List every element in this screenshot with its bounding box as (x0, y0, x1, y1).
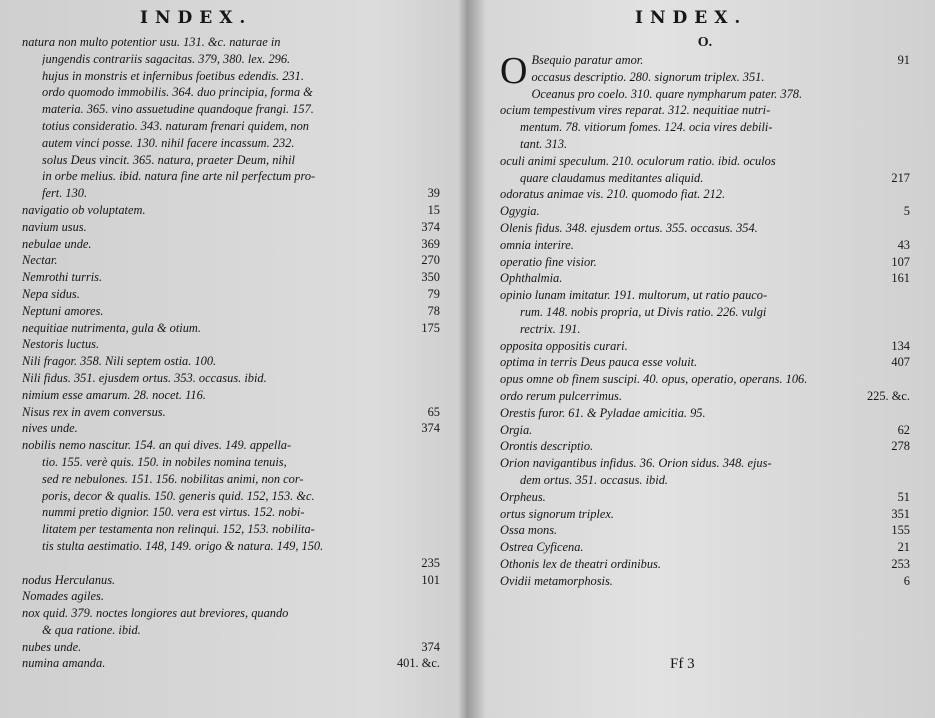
index-entry (22, 437, 440, 454)
index-entry (22, 51, 440, 68)
index-entry (22, 639, 440, 656)
entry-text: Nemrothi turris. (22, 270, 103, 285)
index-entry (22, 404, 440, 421)
index-entry (531, 69, 910, 86)
entry-page-number: 369 (421, 236, 440, 251)
entry-page-number: 62 (897, 422, 910, 437)
index-entry (22, 370, 440, 387)
right-entry-list (500, 52, 910, 590)
entry-text: & qua ratione. ibid. (42, 622, 141, 637)
entry-text: poris, decor & qualis. 150. generis quid. 152, 153. &c. (42, 488, 315, 503)
index-entry (500, 573, 910, 590)
entry-text: ordo rerum pulcerrimus. (500, 388, 622, 403)
entry-text: Orion navigantibus infidus. 36. Orion sidus. 348. ejus- (500, 456, 772, 471)
index-entry (22, 471, 440, 488)
entry-text: Nisus rex in avem conversus. (22, 404, 166, 419)
index-entry (500, 220, 910, 237)
right-page-header: INDEX. (635, 8, 748, 28)
entry-text: rum. 148. nobis propria, ut Divis ratio. 226. vulgi (520, 304, 767, 319)
entry-page-number: 351 (891, 506, 910, 521)
entry-text: nives unde. (22, 421, 78, 436)
index-entry (500, 438, 910, 455)
index-entry (22, 152, 440, 169)
index-entry (500, 338, 910, 355)
entry-text: opposita oppositis curari. (500, 338, 628, 353)
index-entry (500, 522, 910, 539)
index-entry (500, 506, 910, 523)
entry-page-number: 51 (897, 489, 910, 504)
entry-text: sed re nebulones. 151. 156. nobilitas animi, non cor- (42, 471, 304, 486)
entry-text: Ogygia. (500, 204, 540, 219)
entry-text: dem ortus. 351. occasus. ibid. (520, 472, 668, 487)
entry-page-number: 39 (427, 186, 440, 201)
entry-text: hujus in monstris et infernibus foetibus edendis. 231. (42, 68, 304, 83)
entry-text: tant. 313. (520, 136, 568, 151)
index-entry (22, 168, 440, 185)
entry-text: Orestis furor. 61. & Pyladae amicitia. 95. (500, 405, 706, 420)
entry-text: odoratus animae vis. 210. quomodo fiat. 212. (500, 187, 726, 202)
entry-text: opinio lunam imitatur. 191. multorum, ut ratio pauco- (500, 288, 768, 303)
index-entry (22, 605, 440, 622)
entry-text: jungendis contrariis sagacitas. 379, 380. lex. 296. (42, 51, 291, 66)
section-letter: O. (697, 35, 713, 50)
index-entry (500, 304, 910, 321)
index-entry (22, 269, 440, 286)
entry-text: nox quid. 379. noctes longiores aut breviores, quando (22, 606, 289, 621)
index-entry (22, 387, 440, 404)
entry-text: nebulae unde. (22, 236, 92, 251)
entry-text: Nomades agiles. (22, 589, 104, 604)
entry-text: Nepa sidus. (22, 286, 80, 301)
entry-page-number: 91 (897, 53, 910, 67)
entry-text: numina amanda. (22, 656, 106, 671)
entry-text: Nectar. (22, 253, 58, 268)
entry-text: nummi pretio dignior. 150. vera est virtus. 152. nobi- (42, 505, 305, 520)
index-entry (22, 320, 440, 337)
entry-text: autem vinci posse. 130. nihil facere incassum. 232. (42, 135, 295, 150)
index-entry (22, 655, 440, 672)
entry-page-number: 217 (891, 170, 910, 185)
entry-text: Orpheus. (500, 489, 546, 504)
index-entry (500, 254, 910, 271)
entry-text: rectrix. 191. (520, 321, 581, 336)
entry-text: navium usus. (22, 219, 87, 234)
index-entry (500, 489, 910, 506)
entry-text: litatem per testamenta non relinqui. 152, 153. nobilita- (42, 522, 315, 537)
entry-page-number: 407 (891, 355, 910, 370)
entry-page-number: 175 (421, 320, 440, 335)
index-entry (500, 237, 910, 254)
index-entry (22, 34, 440, 51)
index-entry (22, 135, 440, 152)
entry-text: ocium tempestivum vires reparat. 312. nequitiae nutri- (500, 103, 771, 118)
entry-page-number: 374 (421, 219, 440, 234)
index-entry (531, 86, 910, 103)
entry-text: Oceanus pro coelo. 310. quare nympharum pater. 378. (531, 86, 803, 101)
entry-text: navigatio ob voluptatem. (22, 202, 146, 217)
index-entry (500, 539, 910, 556)
index-entry (22, 488, 440, 505)
left-index-entries (22, 34, 440, 672)
index-entry (500, 170, 910, 187)
entry-page-number: 6 (903, 573, 910, 588)
index-entry (500, 354, 910, 371)
entry-page-number: 401. &c. (396, 656, 440, 671)
index-entry (22, 219, 440, 236)
index-entry (500, 119, 910, 136)
entry-text: solus Deus vincit. 365. natura, praeter Deum, nihil (42, 152, 295, 167)
index-entry (22, 521, 440, 538)
left-page-header: INDEX. (140, 8, 253, 28)
signature-mark: Ff 3 (670, 656, 695, 672)
index-entry (500, 371, 910, 388)
index-entry (500, 388, 910, 405)
index-entry (22, 353, 440, 370)
drop-cap: O (500, 50, 528, 92)
index-entry (500, 455, 910, 472)
entry-text: nimium esse amarum. 28. nocet. 116. (22, 387, 206, 402)
index-entry (22, 504, 440, 521)
index-entry (500, 153, 910, 170)
index-entry (22, 118, 440, 135)
index-entry (22, 84, 440, 101)
entry-page-number: 101 (421, 572, 440, 587)
entry-text: fert. 130. (42, 186, 88, 201)
entry-page-number: 161 (891, 271, 910, 286)
entry-page-number: 374 (421, 421, 440, 436)
entry-text: omnia interire. (500, 237, 574, 252)
index-entry (22, 185, 440, 202)
index-entry (22, 588, 440, 605)
index-entry (22, 303, 440, 320)
entry-page-number: 65 (427, 404, 440, 419)
entry-text: Othonis lex de theatri ordinibus. (500, 556, 661, 571)
entry-text: oculi animi speculum. 210. oculorum ratio. ibid. oculos (500, 153, 776, 168)
entry-text: Neptuni amores. (22, 303, 104, 318)
index-entry (500, 556, 910, 573)
entry-page-number: 107 (891, 254, 910, 269)
entry-text: Ovidii metamorphosis. (500, 573, 613, 588)
right-page (500, 0, 910, 718)
entry-text: in orbe melius. ibid. natura fine arte nil perfectum pro- (42, 169, 316, 184)
entry-text: Orontis descriptio. (500, 439, 594, 454)
entry-text: opus omne ob finem suscipi. 40. opus, operatio, operans. 106. (500, 372, 808, 387)
entry-page-number: 134 (891, 338, 910, 353)
left-page (22, 0, 440, 718)
index-entry (500, 102, 910, 119)
index-entry (22, 101, 440, 118)
entry-text: occasus descriptio. 280. signorum triplex. 351. (531, 69, 765, 84)
entry-text: Nestoris luctus. (22, 337, 100, 352)
index-entry (22, 538, 440, 555)
entry-text: Ossa mons. (500, 523, 558, 538)
entry-text: Nili fidus. 351. ejusdem ortus. 353. occasus. ibid. (22, 370, 267, 385)
index-entry (22, 68, 440, 85)
entry-text: nodus Herculanus. (22, 572, 116, 587)
entry-page-number: 278 (891, 439, 910, 454)
entry-page-number: 15 (427, 202, 440, 217)
entry-text: operatio fine visior. (500, 254, 597, 269)
entry-text: nequitiae nutrimenta, gula & otium. (22, 320, 201, 335)
index-entry (500, 321, 910, 338)
entry-page-number: 253 (891, 556, 910, 571)
entry-text: optima in terris Deus pauca esse voluit. (500, 355, 698, 370)
entry-page-number: 155 (891, 523, 910, 538)
index-entry (500, 136, 910, 153)
index-entry (22, 420, 440, 437)
index-entry (500, 472, 910, 489)
entry-page-number: 235 (421, 555, 440, 570)
index-entry (500, 203, 910, 220)
entry-text: mentum. 78. vitiorum fomes. 124. ocia vires debili- (520, 120, 773, 135)
entry-page-number: 270 (421, 253, 440, 268)
index-entry (22, 286, 440, 303)
entry-page-number: 5 (903, 204, 910, 219)
entry-text: tio. 155. verè quis. 150. in nobiles nomina tenuis, (42, 454, 287, 469)
index-entry (500, 287, 910, 304)
entry-text: natura non multo potentior usu. 131. &c. naturae in (22, 35, 281, 49)
index-entry (500, 270, 910, 287)
entry-text: totius consideratio. 343. naturam frenari quidem, non (42, 118, 309, 133)
entry-page-number: 78 (427, 303, 440, 318)
index-entry (22, 454, 440, 471)
entry-text: tis stulta aestimatio. 148, 149. origo & natura. 149, 150. (42, 538, 324, 553)
index-entry (500, 422, 910, 439)
index-entry (500, 405, 910, 422)
entry-text: ortus signorum triplex. (500, 506, 614, 521)
entry-text: nobilis nemo nascitur. 154. an qui dives. 149. appella- (22, 438, 292, 453)
entry-text: Ostrea Cyficena. (500, 540, 584, 555)
entry-text: Orgia. (500, 422, 533, 437)
index-entry (22, 622, 440, 639)
entry-text: materia. 365. vino assuetudine quandoque frangi. 157. (42, 102, 314, 117)
entry-text: Ophthalmia. (500, 271, 563, 286)
entry-page-number: 350 (421, 270, 440, 285)
entry-page-number: 79 (427, 286, 440, 301)
entry-page-number: 225. &c. (866, 388, 910, 403)
entry-page-number: 43 (897, 237, 910, 252)
entry-page-number: 21 (897, 540, 910, 555)
entry-text: Bsequio paratur amor. (531, 53, 644, 67)
index-entry (22, 252, 440, 269)
index-entry (22, 236, 440, 253)
entry-text: ordo quomodo immobilis. 364. duo principia, forma & (42, 85, 313, 100)
entry-text: quare claudamus meditantes aliquid. (520, 170, 704, 185)
right-index-entries (500, 34, 910, 590)
index-entry (22, 202, 440, 219)
index-entry (500, 186, 910, 203)
entry-text: Olenis fidus. 348. ejusdem ortus. 355. occasus. 354. (500, 220, 758, 235)
entry-text: Nili fragor. 358. Nili septem ostia. 100. (22, 354, 217, 369)
entry-text: nubes unde. (22, 639, 82, 654)
entry-page-number: 374 (421, 639, 440, 654)
index-entry (22, 572, 440, 589)
index-entry (22, 555, 440, 572)
index-entry (22, 336, 440, 353)
index-entry (531, 52, 910, 69)
